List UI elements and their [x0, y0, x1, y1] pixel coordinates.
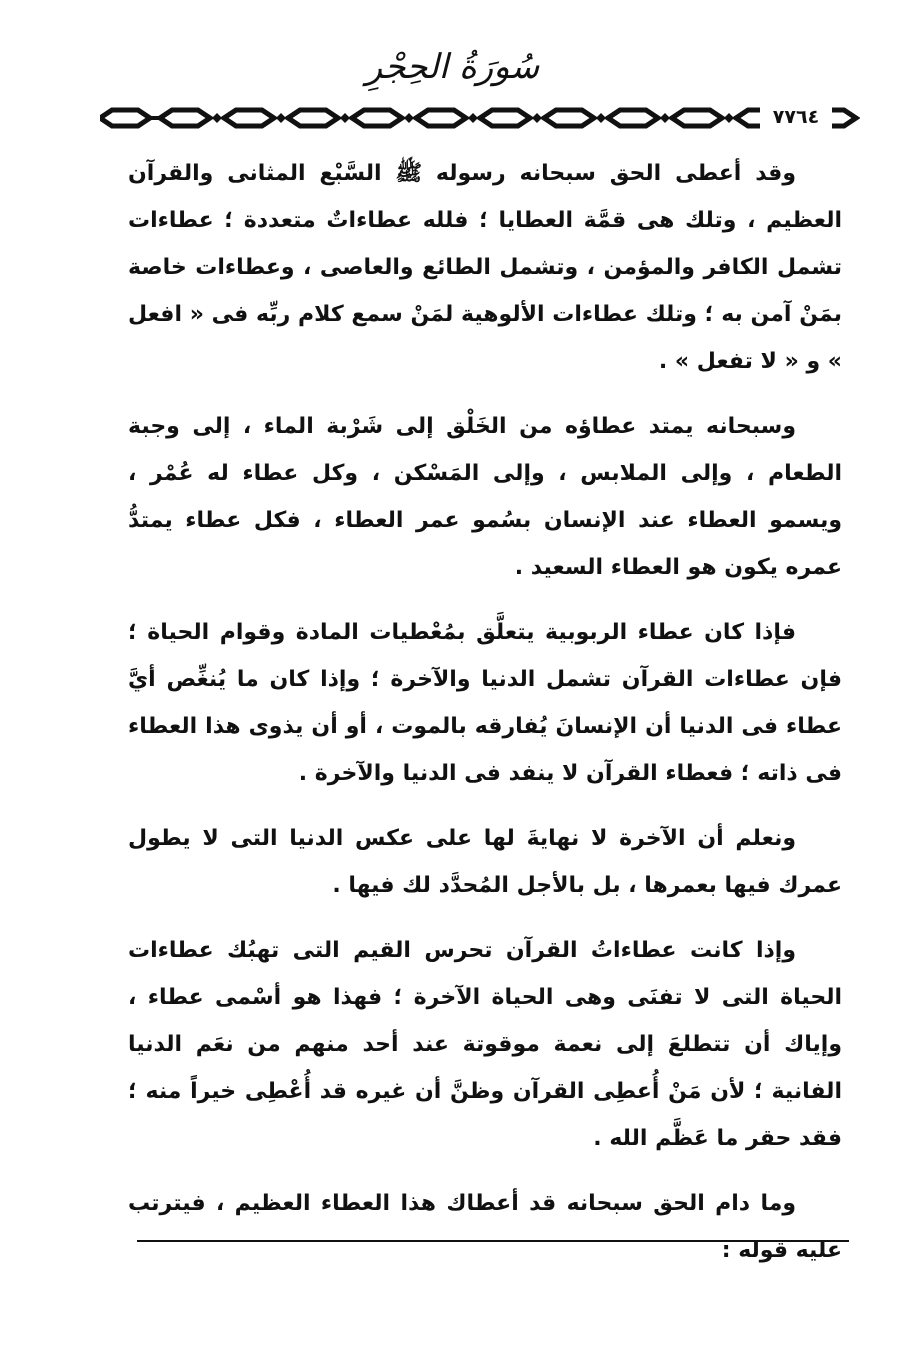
paragraph-3: فإذا كان عطاء الربوبية يتعلَّق بمُعْطيات المادة وقوام الحياة ؛ فإن عطاءات القرآن تشمل الدنيا والآخرة ؛ وإذا كان ما يُنغِّص أيَّ عطاء فى الدنيا أن الإنسانَ يُفارقه بالموت ، أو أن يذوى هذا العطاء فى ذاته ؛ فعطاء القرآن لا ينفد فى الدنيا والآخرة . — [128, 620, 842, 786]
header-ornament-border — [100, 103, 860, 133]
paragraph-5: وإذا كانت عطاءاتُ القرآن تحرس القيم التى تهبُك عطاءات الحياة التى لا تفنَى وهى الحياة الآخرة ؛ فهذا هو أسْمى عطاء ، وإياك أن تتطلعَ إلى نعمة موقوتة عند أحد منهم من نعَم الدنيا الفانية ؛ لأن مَنْ أُعطِى القرآن وظنَّ أن غيره قد أُعْطِى خيراً منه ؛ فقد حقر ما عَظَّم الله . — [128, 938, 842, 1151]
page-number: ٧٧٦٤ — [760, 102, 832, 132]
paragraph-2: وسبحانه يمتد عطاؤه من الخَلْق إلى شَرْبة الماء ، إلى وجبة الطعام ، وإلى الملابس ، وإلى المَسْكن ، وكل عطاء له عُمْر ، ويسمو العطاء عند الإنسان بسُمو عمر العطاء ، فكل عطاء يمتدُّ عمره يكون هو العطاء السعيد . — [128, 414, 842, 580]
surah-title: سُورَةُ الحِجْرِ — [365, 47, 540, 87]
paragraph-4: ونعلم أن الآخرة لا نهايةَ لها على عكس الدنيا التى لا يطول عمرك فيها بعمرها ، بل بالأجل المُحدَّد لك فيها . — [128, 826, 842, 898]
body-text — [128, 150, 842, 1292]
paragraph-1: وقد أعطى الحق سبحانه رسوله ﷺ السَّبْع المثانى والقرآن العظيم ، وتلك هى قمَّة العطايا ؛ فلله عطاءاتٌ متعددة ؛ عطاءات تشمل الكافر والمؤمن ، وتشمل الطائع والعاصى ، وعطاءات خاصة بمَنْ آمن به ؛ وتلك عطاءات الألوهية لمَنْ سمع كلام ربِّه فى « افعل » و « لا تفعل » . — [128, 161, 842, 374]
footer-divider — [137, 1240, 849, 1242]
paragraph-6: وما دام الحق سبحانه قد أعطاك هذا العطاء العظيم ، فيترتب عليه قوله : — [128, 1191, 842, 1263]
ornament-chain-graphic — [100, 103, 860, 133]
